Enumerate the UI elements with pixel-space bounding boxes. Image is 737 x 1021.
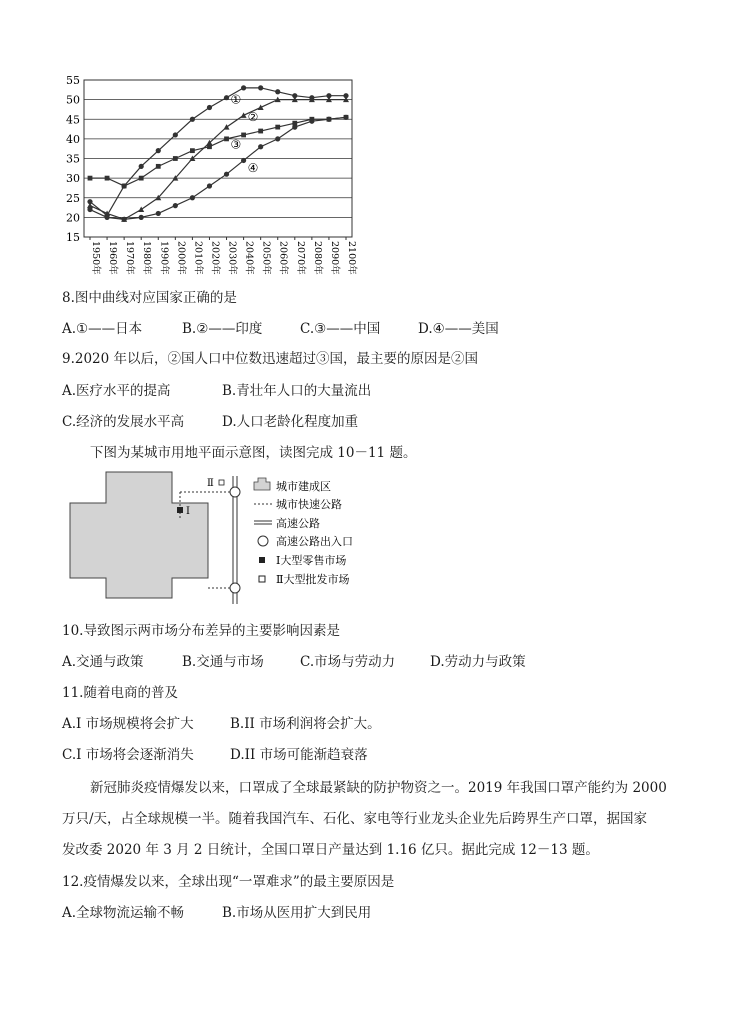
series-4-point: [292, 125, 297, 130]
series-3-point: [258, 129, 263, 134]
q12-stem: 12.疫情爆发以来，全球出现“一罩难求”的最主要原因是: [62, 874, 395, 890]
legend-built-up-icon: [254, 478, 270, 490]
series-4-point: [122, 217, 127, 222]
x-tick-label: 2050年: [260, 241, 272, 275]
q9-option-d[interactable]: D.人口老龄化程度加重: [222, 414, 359, 430]
legend-retail: Ⅰ大型零售市场: [276, 554, 347, 567]
legend-expressway: 城市快速公路: [276, 498, 342, 511]
series-1-point: [139, 164, 144, 169]
series-1-point: [258, 85, 263, 90]
series-3-point: [224, 136, 229, 141]
q8-options: [62, 320, 499, 338]
series-3-point: [173, 156, 178, 161]
q11-option-b[interactable]: B.II 市场利润将会扩大。: [230, 716, 381, 732]
series-4-point: [326, 117, 331, 122]
series-4-point: [224, 172, 229, 177]
series-line-1: [90, 88, 346, 216]
x-tick-label: 2090年: [328, 241, 340, 275]
x-tick-label: 2080年: [311, 241, 323, 275]
series-2-point: [241, 112, 247, 118]
series-4-point: [258, 144, 263, 149]
q8-stem: 8.图中曲线对应国家正确的是: [62, 290, 237, 306]
x-tick-label: 2010年: [192, 241, 204, 275]
legend-highway: 高速公路: [276, 517, 320, 530]
y-tick-label: 30: [66, 172, 80, 186]
q8-option-b[interactable]: B.②——印度: [182, 321, 263, 337]
series-3-point: [156, 164, 161, 169]
series-4-point: [207, 183, 212, 188]
y-tick-label: 35: [66, 152, 80, 166]
passage-line-1: 新冠肺炎疫情爆发以来，口罩成了全球最紧缺的防护物资之一。2019 年我国口罩产能约为 2000: [90, 780, 667, 796]
series-3-point: [241, 133, 246, 138]
series-3-point: [105, 176, 110, 181]
q10-option-a[interactable]: A.交通与政策: [62, 654, 144, 670]
series-line-4: [90, 117, 346, 219]
series-4-point: [173, 203, 178, 208]
q9-option-b[interactable]: B.青壮年人口的大量流出: [222, 383, 372, 399]
series-label-2: ②: [247, 110, 259, 125]
y-tick-label: 50: [66, 93, 80, 107]
series-4-point: [275, 136, 280, 141]
y-tick-label: 20: [66, 211, 80, 225]
q8-option-a[interactable]: A.①——日本: [62, 321, 143, 337]
x-tick-label: 1980年: [141, 241, 153, 275]
q9-options-row2: [62, 413, 358, 431]
highway-exit-south: [230, 583, 240, 593]
series-4-point: [139, 215, 144, 220]
series-1-point: [207, 105, 212, 110]
series-1-point: [275, 89, 280, 94]
legend-wholesale-icon: [259, 576, 265, 582]
map-canvas: [62, 470, 382, 610]
q8-option-c[interactable]: C.③——中国: [300, 321, 381, 337]
q11-options-row1: [62, 715, 381, 733]
q10-option-d[interactable]: D.劳动力与政策: [430, 654, 526, 670]
chart-canvas: [60, 72, 360, 282]
series-1-point: [190, 117, 195, 122]
x-tick-label: 1960年: [107, 241, 119, 275]
legend-exit: 高速公路出入口: [276, 535, 353, 548]
q9-options-row1: [62, 382, 371, 400]
q8-option-d[interactable]: D.④——美国: [418, 321, 499, 337]
series-1-point: [173, 132, 178, 137]
q10-options: [62, 653, 526, 671]
x-tick-label: 1970年: [124, 241, 136, 275]
series-4-point: [241, 158, 246, 163]
series-4-point: [309, 119, 314, 124]
series-label-1: ①: [230, 92, 242, 107]
series-label-4: ④: [247, 161, 259, 176]
q9-stem: 9.2020 年以后，②国人口中位数迅速超过③国，最主要的原因是②国: [62, 351, 479, 367]
q11-option-d[interactable]: D.II 市场可能渐趋衰落: [230, 747, 368, 763]
y-tick-label: 25: [66, 191, 80, 205]
x-tick-label: 2000年: [175, 241, 187, 275]
q10-option-b[interactable]: B.交通与市场: [182, 654, 264, 670]
city-land-use-map: [62, 470, 382, 610]
series-2-point: [258, 104, 264, 110]
q11-option-c[interactable]: C.I 市场将会逐渐消失: [62, 747, 194, 763]
series-label-3: ③: [230, 137, 242, 152]
retail-market-icon: [177, 507, 183, 513]
series-4-point: [87, 207, 92, 212]
x-tick-label: 2100年: [346, 241, 357, 275]
q11-option-a[interactable]: A.I 市场规模将会扩大: [62, 716, 194, 732]
series-3-point: [190, 148, 195, 153]
x-tick-label: 2020年: [209, 241, 221, 275]
y-tick-label: 45: [66, 113, 80, 127]
series-3-point: [122, 184, 127, 189]
q11-options-row2: [62, 746, 368, 764]
x-tick-label: 1990年: [158, 241, 170, 275]
y-tick-label: 40: [66, 132, 80, 146]
legend-retail-icon: [259, 557, 265, 563]
series-4-point: [190, 195, 195, 200]
series-3-point: [275, 125, 280, 130]
q10-stem: 10.导致图示两市场分布差异的主要影响因素是: [62, 623, 340, 639]
q11-stem: 11.随着电商的普及: [62, 685, 178, 701]
series-4-point: [343, 115, 348, 120]
highway-exit-north: [230, 487, 240, 497]
legend-exit-icon: [258, 536, 268, 546]
built-up-area: [70, 472, 208, 598]
series-3-point: [139, 176, 144, 181]
x-tick-label: 1950年: [90, 241, 101, 275]
label-retail-I: Ⅰ: [186, 506, 190, 517]
series-4-point: [156, 211, 161, 216]
q9-option-c[interactable]: C.经济的发展水平高: [62, 414, 185, 430]
series-3-point: [88, 176, 93, 181]
series-4-point: [104, 215, 109, 220]
y-tick-label: 15: [66, 231, 80, 244]
q12-option-b[interactable]: B.市场从医用扩大到民用: [222, 905, 372, 921]
q10-option-c[interactable]: C.市场与劳动力: [300, 654, 396, 670]
wholesale-market-icon: [219, 480, 224, 485]
median-age-line-chart: [60, 72, 360, 282]
q9-option-a[interactable]: A.医疗水平的提高: [62, 383, 171, 399]
q12-option-a[interactable]: A.全球物流运输不畅: [62, 905, 185, 921]
series-1-point: [224, 95, 229, 100]
series-1-point: [241, 85, 246, 90]
passage-line-3: 发改委 2020 年 3 月 2 日统计，全国口罩日产量达到 1.16 亿只。据此完成 12－13 题。: [62, 842, 599, 858]
passage-line-2: 万只/天，占全球规模一半。随着我国汽车、石化、家电等行业龙头企业先后跨界生产口罩，据国家: [62, 811, 648, 827]
x-tick-label: 2040年: [243, 241, 255, 275]
x-tick-label: 2070年: [294, 241, 306, 275]
series-line-3: [90, 117, 346, 186]
y-tick-label: 55: [66, 74, 80, 87]
q12-options: [62, 904, 371, 922]
series-1-point: [156, 148, 161, 153]
intro-10-11: 下图为某城市用地平面示意图，读图完成 10－11 题。: [90, 445, 417, 461]
series-3-point: [207, 144, 212, 149]
x-tick-label: 2030年: [226, 241, 238, 275]
legend-wholesale: Ⅱ大型批发市场: [276, 573, 350, 586]
x-tick-label: 2060年: [277, 241, 289, 275]
legend-built-up: 城市建成区: [276, 480, 331, 493]
label-wholesale-II: Ⅱ: [207, 478, 214, 489]
series-line-2: [90, 100, 346, 220]
